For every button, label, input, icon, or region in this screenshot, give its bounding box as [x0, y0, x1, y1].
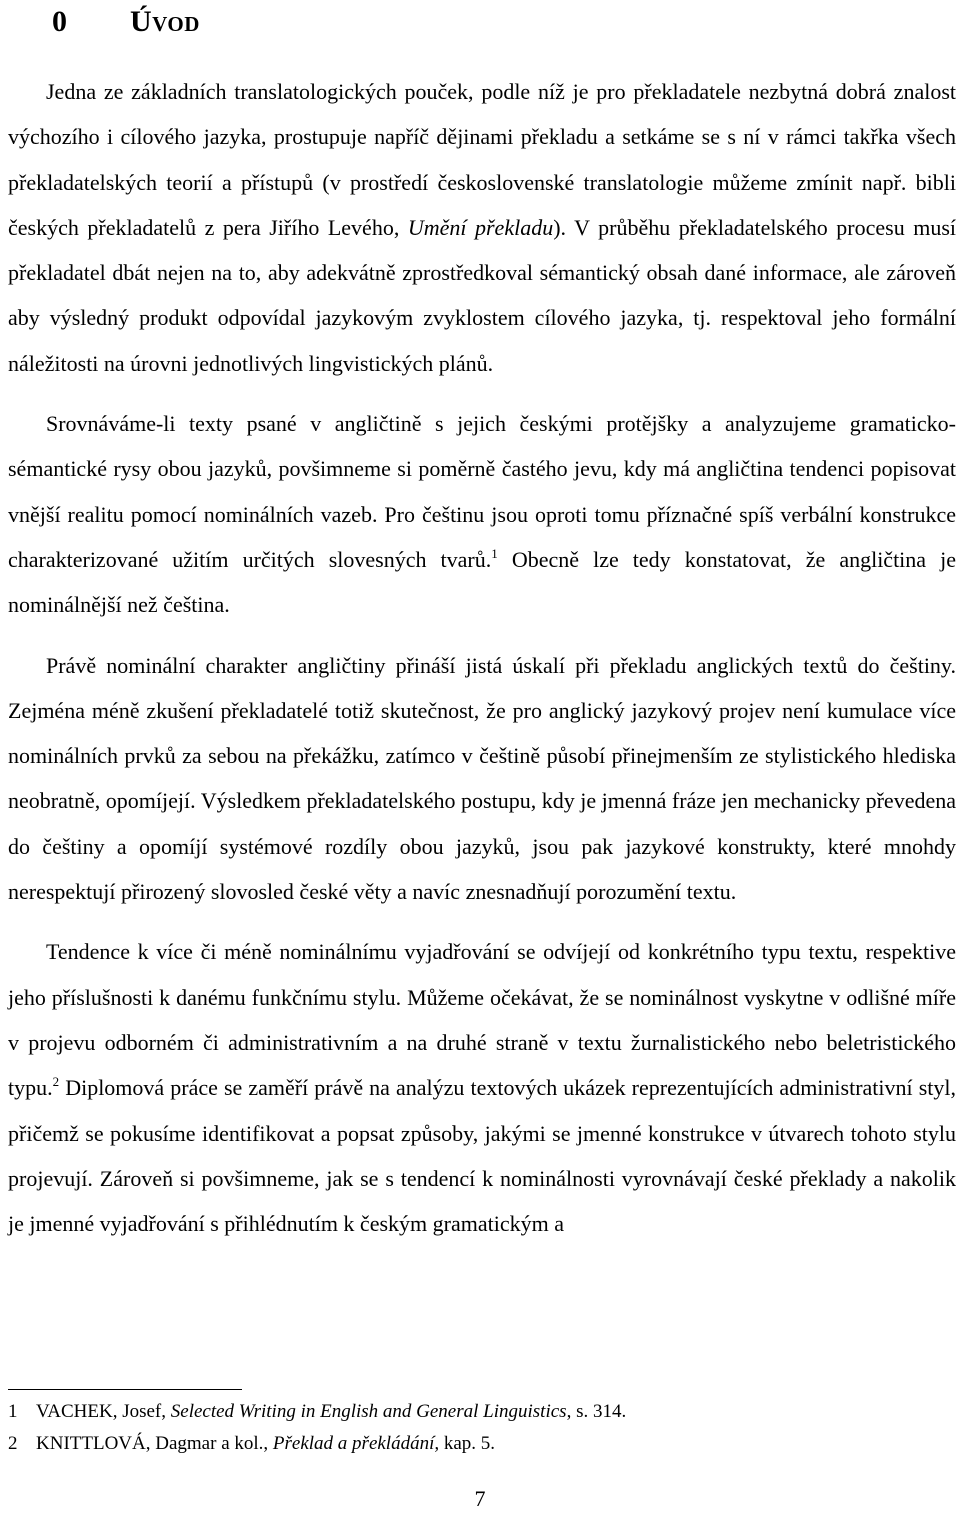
footnote [8, 1428, 956, 1460]
footnote-separator [8, 1389, 242, 1390]
paragraph [8, 69, 956, 386]
footnote-text: KNITTLOVÁ, Dagmar a kol., [36, 1433, 273, 1454]
page-number: 7 [474, 1486, 486, 1511]
footnote-ref: 2 [52, 1074, 60, 1090]
paragraph-text: Obecně lze tedy konstatovat, že angličtina je nominálnější než čeština. [8, 546, 957, 618]
footnote-text: , s. 314. [566, 1401, 627, 1422]
paragraph-text: Právě nominální charakter angličtiny přináší jistá úskalí při překladu anglických textů do češtiny. Zejména méně zkušení překladatelé totiž skutečnost, že pro anglický jazykový projev není kumulace více nominálních prvků za sebou na překážku, zatímco v češtině působí přinejmenším ze stylistického hlediska neobratně, opomíjejí. Výsledkem překladatelského postupu, kdy je jmenná fráze jen mechanicky převedena do češtiny a opomíjí systémové rozdíly obou jazyků, jsou pak jazykové konstrukty, které mnohdy nerespektují přirozený slovosled české věty a navíc znesnadňují porozumění textu. [8, 652, 956, 905]
footnote-title: Překlad a překládání, [272, 1433, 440, 1454]
footnotes [8, 1396, 956, 1460]
paragraph-text: Tendence k více či méně nominálnímu vyjadřování se odvíjejí od konkrétního typu textu, respektive jeho příslušnosti k danému funkčnímu stylu. Můžeme očekávat, že se nominálnost vyskytne v odlišné míře v projevu odborném či administrativním a na druhé straně v textu žurnalistického nebo beletristického typu. [8, 939, 956, 1101]
footnote-text: VACHEK, Josef, [36, 1401, 171, 1422]
paragraph-text: Srovnáváme-li texty psané v angličtině s jejich českými protějšky a analyzujeme gramaticko-sémantické rysy obou jazyků, povšimneme si poměrně častého jevu, kdy má angličtina tendenci popisovat vnější realitu pomocí nominálních vazeb. Pro češtinu jsou oproti tomu příznačné spíš verbální konstrukce charakterizované užitím určitých slovesných tvarů. [8, 411, 956, 572]
paragraph [8, 401, 956, 627]
footnote-number: 1 [8, 1401, 18, 1422]
paragraph-text: Diplomová práce se zaměří právě na analýzu textových ukázek reprezentujících administrativní styl, přičemž se pokusíme identifikovat a popsat způsoby, jakými se jmenné konstrukce v útvarech tohoto stylu projevují. Zároveň si povšimneme, jak se s tendencí k nominálnosti vyrovnávají české překlady a nakolik je jmenné vyjadřování s přihlédnutím k českým gramatickým a [8, 1075, 956, 1237]
footnote-text: kap. 5. [439, 1433, 496, 1454]
book-title-italic: Umění překladu [407, 214, 554, 240]
paragraph-text: ). V průběhu překladatelského procesu musí překladatel dbát nejen na to, aby adekvátně zprostředkoval sémantický obsah dané informace, ale zároveň aby výsledný produkt odpovídal jazykovým zvyklostem cílového jazyka, tj. respektoval jeho formální náležitosti na úrovni jednotlivých lingvistických plánů. [8, 214, 957, 376]
footnote [8, 1396, 956, 1428]
paragraph-text: Jedna ze základních translatologických pouček, podle níž je pro překladatele nezbytná dobrá znalost výchozího i cílového jazyka, prostupuje napříč dějinami překladu a setkáme se s ní v rámci takřka všech překladatelských teorií a přístupů (v prostředí československé translatologie můžeme zmínit např. bibli českých překladatelů z pera Jiřího Levého, [8, 79, 956, 240]
paragraph [8, 643, 956, 915]
paragraph [8, 929, 956, 1246]
footnote-title: Selected Writing in English and General Linguistics [170, 1401, 567, 1422]
chapter-heading [52, 2, 200, 42]
footnote-ref: 1 [491, 545, 498, 561]
chapter-title: Úvod [130, 5, 200, 38]
chapter-number: 0 [52, 5, 68, 38]
body-text [8, 69, 956, 1246]
footnote-number: 2 [8, 1433, 18, 1454]
